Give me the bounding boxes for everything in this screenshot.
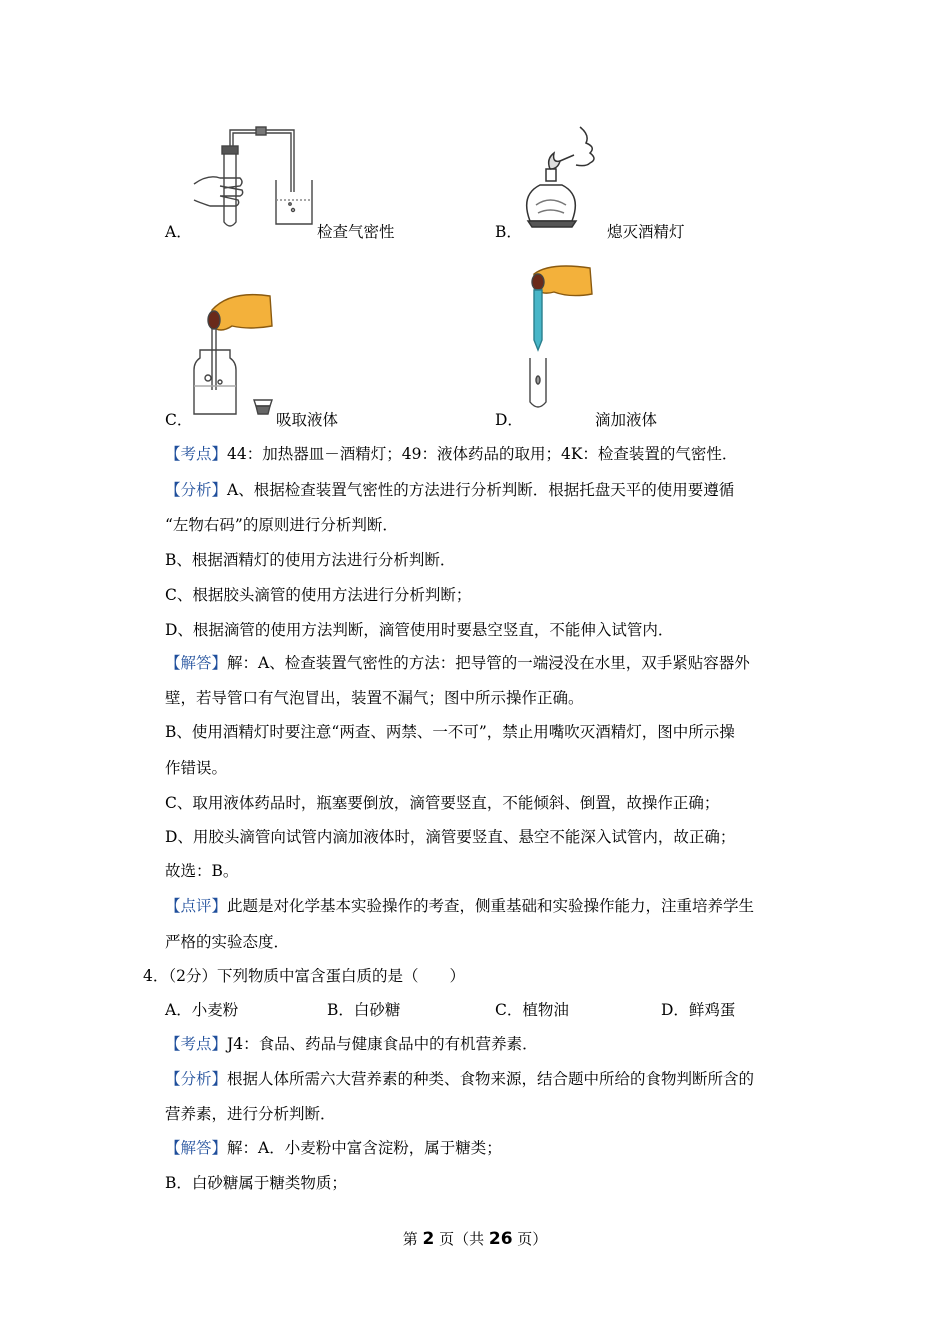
q4-kaodian (165, 1034, 538, 1054)
page-footer (0, 1228, 950, 1249)
q3-jieda-line-7: 故选：B。 (165, 862, 239, 880)
footer-middle: 页（共 (434, 1230, 489, 1248)
footer-total-pages: 26 (488, 1229, 513, 1249)
option-d-label: D． (495, 411, 523, 429)
q4-choice-c: C．植物油 (495, 1001, 569, 1019)
q3-fenxi-line-5: D、根据滴管的使用方法判断，滴管使用时要悬空竖直，不能伸入试管内． (165, 621, 674, 639)
kaodian-text: 44：加热器皿－酒精灯；49：液体药品的取用；4K：检查装置的气密性． (227, 445, 738, 463)
jieda-text: 解：A、检查装置气密性的方法：把导管的一端浸没在水里，双手紧贴容器外 (227, 654, 750, 672)
jieda-tag: 【解答】 (165, 654, 228, 672)
q3-jieda-line-5: C、取用液体药品时，瓶塞要倒放，滴管要竖直，不能倾斜、倒置，故操作正确； (165, 794, 720, 812)
q3-jieda-line-2: 壁，若导管口有气泡冒出，装置不漏气；图中所示操作正确。 (165, 689, 584, 707)
q4-fenxi-line-2: 营养素，进行分析判断． (165, 1105, 336, 1123)
q3-jieda-line-3: B、使用酒精灯时要注意“两查、两禁、一不可”，禁止用嘴吹灭酒精灯，图中所示操 (165, 723, 735, 741)
q3-dianping-line-1 (165, 896, 754, 916)
jieda-tag: 【解答】 (165, 1139, 228, 1157)
q3-kaodian (165, 444, 737, 464)
fenxi-text: 根据人体所需六大营养素的种类、食物来源，结合题中所给的食物判断所含的 (227, 1070, 755, 1088)
q4-choice-a: A．小麦粉 (165, 1001, 239, 1019)
q3-fenxi-line-1 (165, 480, 734, 500)
q3-jieda-line-6: D、用胶头滴管向试管内滴加液体时，滴管要竖直、悬空不能深入试管内，故正确； (165, 828, 736, 846)
gas-tightness-check-figure (190, 122, 320, 232)
draw-liquid-dropper-figure (190, 290, 280, 420)
kaodian-tag: 【考点】 (165, 445, 228, 463)
footer-suffix: 页） (512, 1230, 548, 1248)
q3-fenxi-line-4: C、根据胶头滴管的使用方法进行分析判断； (165, 586, 472, 604)
q3-fenxi-line-2: “左物右码”的原则进行分析判断． (165, 516, 398, 534)
q4-stem: 4．（2分）下列物质中富含蛋白质的是（ ） (143, 967, 465, 985)
option-c-caption: 吸取液体 (276, 411, 339, 429)
kaodian-text: J4：食品、药品与健康食品中的有机营养素． (227, 1035, 538, 1053)
add-liquid-dropper-figure (520, 262, 600, 412)
q4-fenxi-line-1 (165, 1069, 754, 1089)
q3-fenxi-line-3: B、根据酒精灯的使用方法进行分析判断． (165, 551, 456, 569)
jieda-text: 解：A．小麦粉中富含淀粉，属于糖类； (227, 1139, 502, 1157)
q3-jieda-line-1 (165, 653, 750, 673)
option-b-caption: 熄灭酒精灯 (607, 223, 685, 241)
fenxi-tag: 【分析】 (165, 481, 228, 499)
q3-jieda-line-4: 作错误。 (165, 759, 228, 777)
dianping-text: 此题是对化学基本实验操作的考查，侧重基础和实验操作能力，注重培养学生 (227, 897, 755, 915)
kaodian-tag: 【考点】 (165, 1035, 228, 1053)
option-a-label: A． (165, 223, 192, 241)
footer-page-number: 2 (422, 1229, 435, 1249)
q4-jieda-line-1 (165, 1138, 502, 1158)
dianping-tag: 【点评】 (165, 897, 228, 915)
q4-choice-d: D．鲜鸡蛋 (661, 1001, 736, 1019)
option-d-caption: 滴加液体 (595, 411, 658, 429)
q4-jieda-line-2: B．白砂糖属于糖类物质； (165, 1174, 347, 1192)
q4-choice-b: B．白砂糖 (327, 1001, 401, 1019)
q3-dianping-line-2: 严格的实验态度． (165, 933, 290, 951)
fenxi-tag: 【分析】 (165, 1070, 228, 1088)
option-b-label: B． (495, 223, 522, 241)
option-a-caption: 检查气密性 (317, 223, 395, 241)
blow-out-alcohol-lamp-figure (520, 125, 610, 233)
fenxi-text: A、根据检查装置气密性的方法进行分析判断．根据托盘天平的使用要遵循 (227, 481, 735, 499)
footer-prefix: 第 (402, 1230, 423, 1248)
option-c-label: C． (165, 411, 193, 429)
